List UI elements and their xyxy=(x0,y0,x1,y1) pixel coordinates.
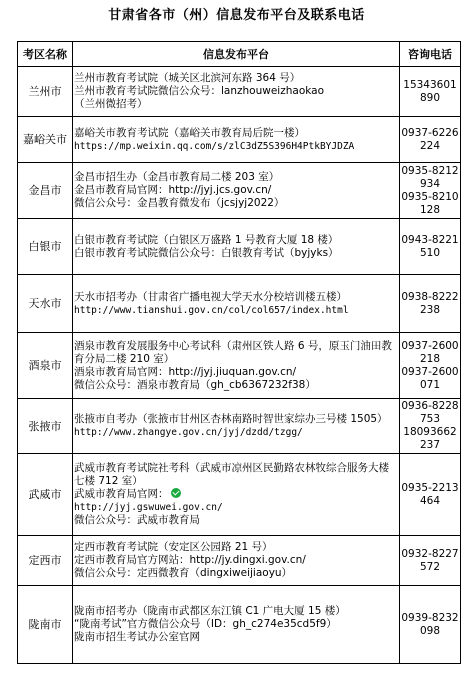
platform-cell xyxy=(73,333,400,399)
phone-cell xyxy=(400,333,461,399)
phone-number: 0943-8221510 xyxy=(401,233,459,259)
phone-number: 18093662237 xyxy=(403,426,457,451)
platform-cell xyxy=(73,586,400,664)
platform-cell xyxy=(73,67,400,117)
info-line: 嘉峪关市教育考试院（嘉峪关市教育局后院一楼） xyxy=(74,126,305,139)
verified-check-icon xyxy=(171,488,181,498)
table-row xyxy=(18,454,461,536)
platform-cell xyxy=(73,536,400,586)
info-line: 陇南市招生考试办公室官网 xyxy=(74,631,200,643)
table-row xyxy=(18,117,461,163)
link-text[interactable]: http://www.tianshui.gov.cn/col/col657/index.html xyxy=(74,304,349,316)
phone-number: 0937-2600218 xyxy=(401,339,459,365)
phone-number: 0935-8210128 xyxy=(401,190,459,216)
info-line: 酒泉市教育局官网：http://jyj.jiuquan.gov.cn/ xyxy=(74,365,297,378)
table-row xyxy=(18,536,461,586)
table-row xyxy=(18,219,461,275)
phone-number: 0932-8227572 xyxy=(401,547,459,573)
phone-cell xyxy=(400,586,461,664)
region-cell: 张掖市 xyxy=(18,399,73,454)
phone-number: 0935-8212934 xyxy=(401,164,459,190)
info-line: 白银市教育考试院微信公众号：白银教育考试（byjyks） xyxy=(74,246,339,259)
info-line: 微信公众号：武威市教育局 xyxy=(74,514,200,526)
info-line: 微信公众号：金昌教育微发布（jcsjyj2022） xyxy=(74,197,285,209)
link-text[interactable]: http://www.zhangye.gov.cn/jyj/dzdd/tzgg/ xyxy=(74,427,303,438)
region-cell: 金昌市 xyxy=(18,163,73,219)
info-table xyxy=(17,41,461,664)
header-region: 考区名称 xyxy=(18,42,73,67)
phone-cell xyxy=(400,399,461,454)
platform-cell xyxy=(73,163,400,219)
region-cell: 武威市 xyxy=(18,454,73,536)
platform-cell xyxy=(73,219,400,275)
region-cell: 酒泉市 xyxy=(18,333,73,399)
table-header-row xyxy=(18,42,461,67)
info-line: 微信公众号：定西微教育（dingxiweijiaoyu） xyxy=(74,567,293,579)
table-row xyxy=(18,399,461,454)
info-line: 微信公众号：酒泉市教育局（gh_cb6367232f38） xyxy=(74,378,316,391)
table-row xyxy=(18,163,461,219)
phone-cell xyxy=(400,536,461,586)
phone-number: 0937-6226224 xyxy=(401,126,459,152)
phone-cell xyxy=(400,219,461,275)
info-line-text: 武威市教育局官网： xyxy=(74,488,169,500)
phone-number: 0935-2213464 xyxy=(401,481,459,507)
region-cell: 白银市 xyxy=(18,219,73,275)
info-line: 酒泉市教育发展服务中心考试科（肃州区铁人路 6 号，原玉门油田教育分局二楼 210 室） xyxy=(74,339,392,365)
phone-cell xyxy=(400,454,461,536)
info-line: 武威市教育考试院社考科（武威市凉州区民勤路农林牧综合服务大楼七楼 712 室） xyxy=(74,462,389,487)
info-line: 定西市教育考试院（安定区公园路 21 号） xyxy=(74,541,273,553)
info-line: 兰州市教育考试院微信公众号：lanzhouweizhaokao xyxy=(74,85,324,97)
table-row xyxy=(18,333,461,399)
info-line: 陇南市招考办（陇南市武都区东江镇 C1 广电大厦 15 楼） xyxy=(74,605,346,617)
link-text[interactable]: http://jyj.gswuwei.gov.cn/ xyxy=(74,502,223,513)
phone-number: 15343601890 xyxy=(403,78,457,104)
region-cell: 定西市 xyxy=(18,536,73,586)
table-row xyxy=(18,586,461,664)
info-line: 定西市教育局官方网站：http://jy.dingxi.gov.cn/ xyxy=(74,554,306,566)
info-line: 天水市招考办（甘肃省广播电视大学天水分校培训楼五楼） xyxy=(74,290,347,303)
phone-number: 0937-2600071 xyxy=(401,365,459,391)
phone-cell xyxy=(400,67,461,117)
platform-cell xyxy=(73,275,400,333)
table-row xyxy=(18,275,461,333)
phone-cell xyxy=(400,275,461,333)
region-cell: 兰州市 xyxy=(18,67,73,117)
region-cell: 天水市 xyxy=(18,275,73,333)
platform-cell xyxy=(73,117,400,163)
info-line: 张掖市自考办（张掖市甘州区杏林南路时智世家综办三号楼 1505） xyxy=(74,413,388,425)
phone-cell xyxy=(400,117,461,163)
region-cell: 陇南市 xyxy=(18,586,73,664)
platform-cell xyxy=(73,399,400,454)
info-line: 兰州市教育考试院（城关区北滨河东路 364 号） xyxy=(74,72,301,84)
page-title: 甘肃省各市（州）信息发布平台及联系电话 xyxy=(108,8,365,23)
info-line xyxy=(74,488,398,501)
info-line: 金昌市教育局官网：http://jyj.jcs.gov.cn/ xyxy=(74,184,272,196)
phone-number: 0936-8228753 xyxy=(401,400,459,425)
phone-number: 0939-8232098 xyxy=(401,611,459,637)
info-line: 白银市教育考试院（白银区万盛路 1 号教育大厦 18 楼） xyxy=(74,233,339,246)
phone-cell xyxy=(400,163,461,219)
region-cell: 嘉峪关市 xyxy=(18,117,73,163)
header-platform: 信息发布平台 xyxy=(73,42,400,67)
info-line: （兰州微招考） xyxy=(74,98,148,110)
link-text[interactable]: https://mp.weixin.qq.com/s/zlC3dZ5S396H4PtkBYJDZA xyxy=(74,140,355,152)
platform-cell xyxy=(73,454,400,536)
header-phone: 咨询电话 xyxy=(400,42,461,67)
table-row xyxy=(18,67,461,117)
info-line: 金昌市招生办（金昌市教育局二楼 203 室） xyxy=(74,171,280,183)
info-line: “陇南考试”官方微信公众号（ID：gh_c274e35cd5f9） xyxy=(74,618,337,630)
phone-number: 0938-8222238 xyxy=(401,290,459,316)
